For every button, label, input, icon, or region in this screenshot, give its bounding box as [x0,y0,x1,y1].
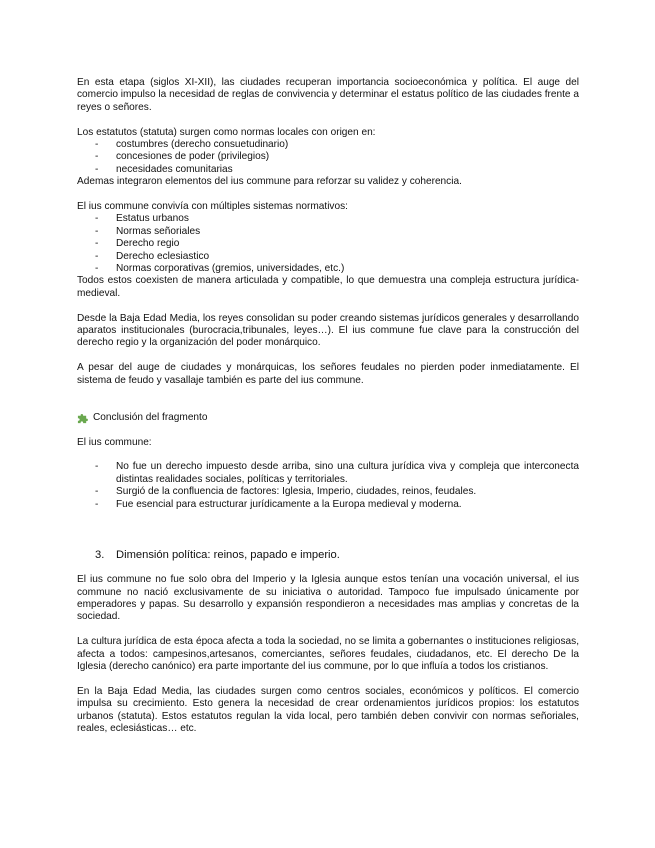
list-sistemas [77,213,579,275]
list-item: - No fue un derecho impuesto desde arriba, sino una cultura jurídica viva y compleja que interconecta distintas realidades sociales, políticas y territoriales. [95,461,579,485]
list-item: - Normas corporativas (gremios, universidades, etc.) [95,263,345,275]
conclusion-heading-text: Conclusión del fragmento [93,411,208,423]
list-item: - necesidades comunitarias [95,163,233,175]
list-item: - Surgió de la confluencia de factores: Iglesia, Imperio, ciudades, reinos, feudales. [95,486,477,498]
list-item: - costumbres (derecho consuetudinario) [95,139,289,151]
paragraph-sistemas-intro: El ius commune convivía con múltiples sistemas normativos: [77,201,348,213]
paragraph-senores-feudales: A pesar del auge de ciudades y monárquicas, los señores feudales no pierden poder inmediatamente. El sistema de feudo y vasallaje también es parte del ius commune. [77,362,579,386]
list-conclusion [77,461,579,511]
paragraph-cultura-juridica: La cultura jurídica de esta época afecta a toda la sociedad, no se limita a gobernantes o instituciones religiosas, afecta a todos: campesinos,artesanos, comerciantes, señores feudales, ciudadanos, etc. El derecho De la Iglesia (derecho canónico) era parte importante del ius commune, por lo que influía a todos los cristianos. [77,636,579,673]
list-origen [77,139,579,176]
section-3-number: 3. [95,548,105,561]
section-3-title: Dimensión política: reinos, papado e imperio. [116,548,340,561]
paragraph-imperio-iglesia: El ius commune no fue solo obra del Imperio y la Iglesia aunque estos tenían una vocación universal, el ius commune no nació exclusivamente de su iniciativa o autoridad. Tampoco fue impulsado únicamente por emperadores y papas. Su desarrollo y expansión respondieron a necesidades mas amplias y concretas de la sociedad. [77,574,579,623]
puzzle-piece-icon [77,413,88,424]
list-item: - Derecho eclesiastico [95,250,210,262]
paragraph-sistemas-after: Todos estos coexisten de manera articulada y compatible, lo que demuestra una compleja estructura jurídica-medieval. [77,275,579,299]
list-item: - Normas señoriales [95,225,201,237]
paragraph-estatutos-after: Ademas integraron elementos del ius commune para reforzar su validez y coherencia. [77,176,462,188]
paragraph-conclusion-intro: El ius commune: [77,436,152,448]
paragraph-estatutos-intro: Los estatutos (statuta) surgen como normas locales con origen en: [77,126,376,138]
conclusion-heading [77,412,579,424]
list-item: - Estatus urbanos [95,213,189,225]
paragraph-baja-edad-media: Desde la Baja Edad Media, los reyes consolidan su poder creando sistemas jurídicos generales y desarrollando aparatos institucionales (burocracia,tribunales, leyes…). El ius commune fue clave para la construcción del derecho regio y la organización del poder monárquico. [77,312,579,349]
paragraph-ciudades: En la Baja Edad Media, las ciudades surgen como centros sociales, económicos y políticos. El comercio impulsa su crecimiento. Esto genera la necesidad de crear ordenamientos jurídicos propios: los estatutos urbanos (statuta). Estos estatutos regulan la vida local, pero también deben convivir con normas señoriales, reales, eclesiásticas… etc. [77,685,579,735]
section-3-heading [77,548,579,562]
list-item: - Derecho regio [95,238,180,250]
document-body [77,77,579,736]
list-item: - Fue esencial para estructurar jurídicamente a la Europa medieval y moderna. [95,498,462,510]
list-item: - concesiones de poder (privilegios) [95,151,270,163]
paragraph-etapa: En esta etapa (siglos XI-XII), las ciudades recuperan importancia socioeconómica y política. El auge del comercio impulso la necesidad de reglas de convivencia y determinar el estatus político de las ciudades frente a reyes o señores. [77,77,579,113]
